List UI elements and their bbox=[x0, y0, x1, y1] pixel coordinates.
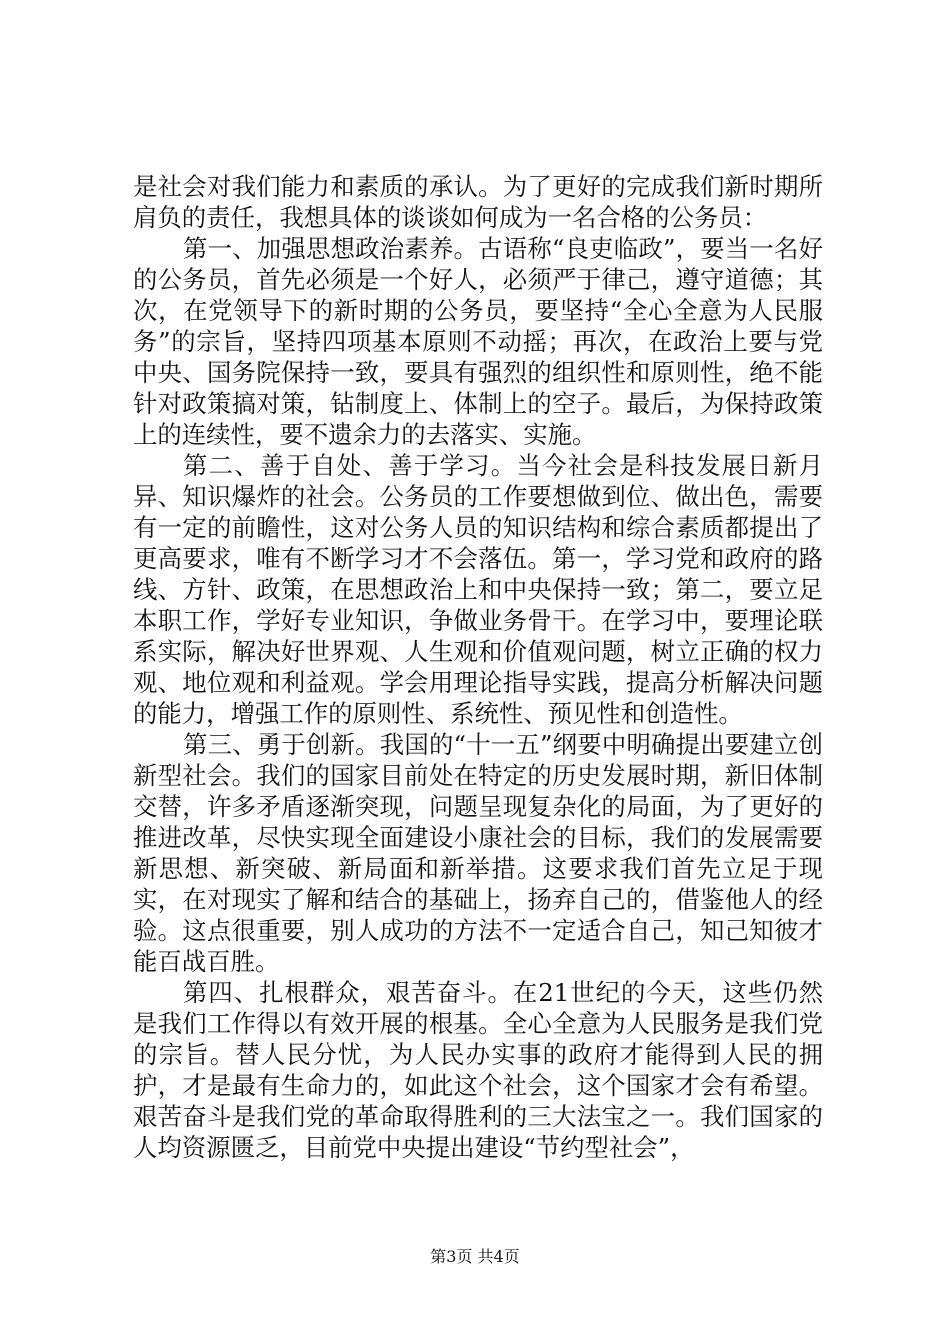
paragraph-continuation: 是社会对我们能力和素质的承认。为了更好的完成我们新时期所肩负的责任，我想具体的谈谈如何成为一名合格的公务员： bbox=[133, 172, 823, 232]
body-text bbox=[133, 171, 823, 1163]
paragraph-point-1: 第一、加强思想政治素养。古语称“良吏临政”，要当一名好的公务员，首先必须是一个好人，必须严于律己，遵守道德；其次，在党领导下的新时期的公务员，要坚持“全心全意为人民服务”的宗旨，坚持四项基本原则不动摇；再次，在政治上要与党中央、国务院保持一致，要具有强烈的组织性和原则性，绝不能针对政策搞对策，钻制度上、体制上的空子。最后，为保持政策上的连续性，要不遗余力的去落实、实施。 bbox=[133, 234, 823, 449]
page-number-footer: 第3页 共4页 bbox=[430, 1247, 520, 1266]
paragraph-point-3: 第三、勇于创新。我国的“十一五”纲要中明确提出要建立创新型社会。我们的国家目前处在特定的历史发展时期，新旧体制交替，许多矛盾逐渐突现，问题呈现复杂化的局面，为了更好的推进改革，尽快实现全面建设小康社会的目标，我们的发展需要新思想、新突破、新局面和新举措。这要求我们首先立足于现实，在对现实了解和结合的基础上，扬弃自己的，借鉴他人的经验。这点很重要，别人成功的方法不一定适合自己，知己知彼才能百战百胜。 bbox=[133, 730, 823, 976]
paragraph-point-2: 第二、善于自处、善于学习。当今社会是科技发展日新月异、知识爆炸的社会。公务员的工作要想做到位、做出色，需要有一定的前瞻性，这对公务人员的知识结构和综合素质都提出了更高要求，唯有不断学习才不会落伍。第一，学习党和政府的路线、方针、政策，在思想政治上和中央保持一致；第二，要立足本职工作，学好专业知识，争做业务骨干。在学习中，要理论联系实际，解决好世界观、人生观和价值观问题，树立正确的权力观、地位观和利益观。学会用理论指导实践，提高分析解决问题的能力，增强工作的原则性、系统性、预见性和创造性。 bbox=[133, 451, 823, 728]
paragraph-point-4: 第四、扎根群众，艰苦奋斗。在21世纪的今天，这些仍然是我们工作得以有效开展的根基。全心全意为人民服务是我们党的宗旨。替人民分忧，为人民办实事的政府才能得到人民的拥护，才是最有生命力的，如此这个社会，这个国家才会有希望。艰苦奋斗是我们党的革命取得胜利的三大法宝之一。我们国家的人均资源匮乏，目前党中央提出建设“节约型社会”， bbox=[133, 978, 823, 1162]
